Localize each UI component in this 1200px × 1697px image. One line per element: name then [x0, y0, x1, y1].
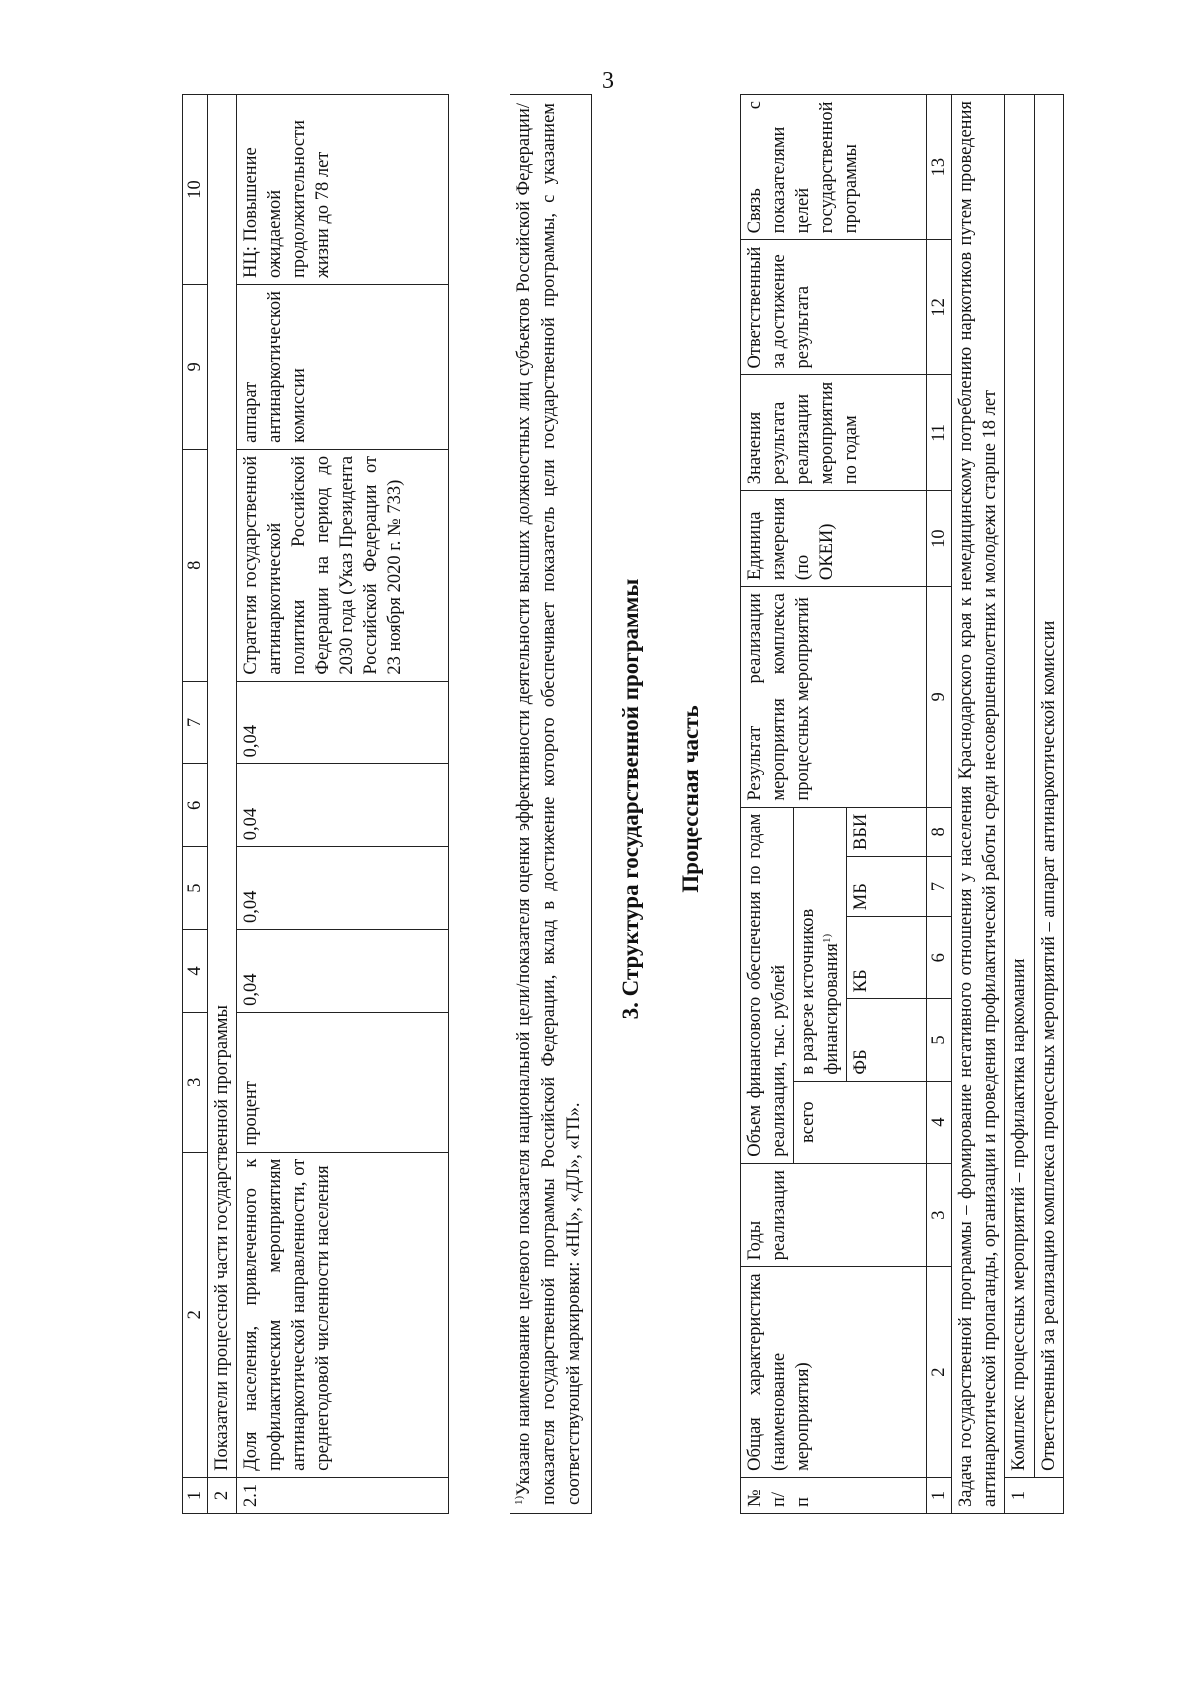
- rotated-page-content: [150, 54, 1170, 1544]
- task-text: Задача государственной программы – формирование негативного отношения у населения Краснодарского края к немедицинскому потреблению наркотиков путем проведения антинаркотической пропаганды, организации и проведения профилактической работы среди несовершеннолетних и молодежи старше 18 лет: [952, 95, 1005, 1514]
- column-number: 6: [183, 764, 208, 847]
- column-number: 1: [183, 1477, 208, 1513]
- column-number: 2: [927, 1267, 952, 1478]
- indicators-table: [182, 94, 449, 1514]
- column-number: 3: [183, 1012, 208, 1152]
- column-number: 7: [927, 857, 952, 917]
- footnote: [510, 94, 592, 1514]
- complex-number: 1: [1005, 1477, 1063, 1513]
- header-link: Связь с показателями целей государственной программы: [741, 95, 927, 240]
- header-years: Годы реализации: [741, 1163, 927, 1267]
- task-row: [952, 95, 1005, 1514]
- column-number: 8: [927, 807, 952, 856]
- column-number: 2: [183, 1152, 208, 1477]
- header-breakdown-text: в разрезе источников финансирования: [798, 908, 843, 1075]
- column-number: 5: [927, 999, 952, 1081]
- section-heading: Показатели процессной части государственной программы: [208, 95, 237, 1478]
- header-mb: МБ: [847, 857, 927, 917]
- column-number: 1: [927, 1477, 952, 1513]
- column-number: 12: [927, 240, 952, 375]
- indicator-document: Стратегия государственной антинаркотической политики Российской Федерации на период до 2030 года (Указ Президента Российской Федерации от 23 ноября 2020 г. № 733): [237, 449, 449, 681]
- column-number: 6: [927, 917, 952, 999]
- header-volume: Объем финансового обеспечения по годам реализации, тыс. рублей: [741, 807, 794, 1163]
- column-number: 9: [927, 587, 952, 808]
- column-number: 3: [927, 1163, 952, 1267]
- indicator-responsible: аппарат антинаркотической комиссии: [237, 284, 449, 449]
- header-characteristic: Общая характеристика (наименование мероприятия): [741, 1267, 927, 1478]
- header-kb: КБ: [847, 917, 927, 999]
- structure-table: [740, 94, 1064, 1514]
- footnote-text: Указано наименование целевого показателя национальной цели/показателя оценки эффективности деятельности высших должностных лиц субъектов Российской Федерации/показателя государственной программы Российской Федерации, вклад в достижение которого обеспечивает показатель цели государственной программы, с указанием соответствующей маркировки: «НЦ», «ДЛ», «ГП».: [514, 103, 585, 1505]
- complex-responsible-text: Ответственный за реализацию комплекса процессных мероприятий – аппарат антинаркотической комиссии: [1034, 95, 1063, 1478]
- column-number: 4: [927, 1081, 952, 1163]
- row-number: 2.1: [237, 1477, 449, 1513]
- complex-text: Комплекс процессных мероприятий – профилактика наркомании: [1005, 95, 1034, 1478]
- header-breakdown: [794, 807, 847, 1081]
- header-vbi: ВБИ: [847, 807, 927, 856]
- indicator-name: Доля населения, привлеченного к профилактическим мероприятиям антинаркотической направленности, от среднегодовой численности населения: [237, 1152, 449, 1477]
- footnote-marker: 1): [513, 1495, 525, 1505]
- section-number: 2: [208, 1477, 237, 1513]
- indicator-value: 0,04: [237, 681, 449, 764]
- header-responsible: Ответственный за достижение результата: [741, 240, 927, 375]
- structure-header-row: [741, 95, 794, 1514]
- indicators-section-row: [208, 95, 237, 1514]
- header-values: Значения результата реализации мероприятия по годам: [741, 375, 927, 491]
- column-number: 5: [183, 847, 208, 930]
- indicator-link: НЦ: Повышение ожидаемой продолжительности жизни до 78 лет: [237, 95, 449, 285]
- structure-header-numbers-row: [927, 95, 952, 1514]
- header-fb: ФБ: [847, 999, 927, 1081]
- column-number: 7: [183, 681, 208, 764]
- subsection-title: Процессная часть: [678, 705, 703, 893]
- column-number: 9: [183, 284, 208, 449]
- header-result: Результат реализации мероприятия комплекса процессных мероприятий: [741, 587, 927, 808]
- complex-responsible-row: [1034, 95, 1063, 1514]
- indicators-header-numbers-row: [183, 95, 208, 1514]
- column-number: 8: [183, 449, 208, 681]
- page-number: 3: [602, 68, 614, 94]
- header-unit: Единица измерения (по ОКЕИ): [741, 491, 927, 587]
- indicator-unit: процент: [237, 1012, 449, 1152]
- header-breakdown-marker: 1): [821, 933, 834, 944]
- complex-row: [1005, 95, 1034, 1514]
- column-number: 11: [927, 375, 952, 491]
- column-number: 13: [927, 95, 952, 240]
- indicator-value: 0,04: [237, 764, 449, 847]
- header-total: всего: [794, 1081, 927, 1163]
- column-number: 10: [183, 95, 208, 285]
- header-num: № п/п: [741, 1477, 927, 1513]
- section-title: 3. Структура государственной программы: [618, 578, 643, 1020]
- column-number: 4: [183, 930, 208, 1013]
- column-number: 10: [927, 491, 952, 587]
- indicator-value: 0,04: [237, 847, 449, 930]
- indicator-value: 0,04: [237, 930, 449, 1013]
- table-row: [237, 95, 449, 1514]
